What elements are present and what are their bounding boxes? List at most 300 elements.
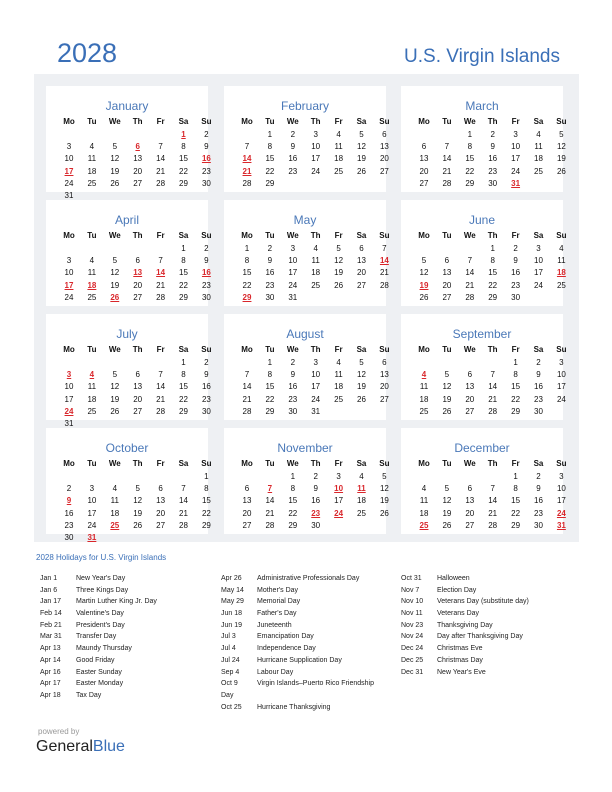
day-cell: 18 [334, 382, 344, 392]
day-cell: 24 [64, 292, 74, 302]
day-cell: 26 [110, 178, 120, 188]
holiday-date: Jan 1 [40, 575, 58, 582]
weekday-header: Fr [334, 345, 343, 354]
weekday-header: Su [201, 459, 212, 468]
day-cell: 4 [421, 484, 427, 494]
day-cell: 6 [135, 256, 140, 266]
day-cell: 23 [288, 166, 298, 176]
holiday-day-cell: 3 [66, 370, 72, 380]
month-may [224, 200, 390, 306]
day-cell: 3 [66, 256, 72, 266]
day-cell: 17 [64, 394, 74, 404]
day-cell: 27 [419, 178, 429, 188]
day-cell: 27 [133, 406, 143, 416]
day-cell: 21 [488, 394, 498, 404]
day-cell: 20 [156, 508, 166, 518]
day-cell: 8 [267, 370, 273, 380]
day-cell: 15 [201, 496, 211, 506]
day-cell: 30 [488, 178, 498, 188]
calendar-panel [34, 74, 579, 542]
day-cell: 9 [290, 370, 296, 380]
holiday-date: Nov 24 [401, 633, 424, 641]
day-cell: 16 [534, 382, 543, 392]
day-cell: 2 [204, 130, 209, 139]
day-cell: 19 [379, 496, 389, 506]
weekday-header: Fr [511, 459, 520, 468]
holiday-day-cell: 9 [66, 496, 72, 506]
weekday-header: Tu [265, 345, 275, 354]
day-cell: 22 [465, 166, 475, 176]
weekday-header: Tu [87, 117, 97, 126]
day-cell: 26 [442, 406, 452, 416]
day-cell: 28 [265, 520, 275, 530]
weekday-header: Fr [334, 231, 343, 240]
day-cell: 1 [181, 244, 186, 253]
day-cell: 23 [201, 280, 211, 290]
day-cell: 23 [201, 166, 211, 176]
day-cell: 26 [357, 166, 366, 176]
day-cell: 5 [359, 130, 364, 139]
holiday-day-cell: 23 [311, 508, 321, 518]
day-cell: 6 [444, 256, 450, 266]
day-cell: 16 [288, 154, 298, 164]
holiday-date: Feb 14 [40, 610, 62, 618]
day-cell: 2 [204, 358, 209, 367]
holiday-day-cell: 29 [242, 292, 252, 302]
day-cell: 29 [265, 406, 275, 416]
day-cell: 7 [181, 484, 186, 494]
day-cell: 20 [419, 166, 429, 176]
day-cell: 17 [288, 268, 298, 278]
day-cell: 22 [201, 508, 211, 518]
weekday-header: Th [310, 231, 321, 240]
holiday-date: May 14 [221, 586, 244, 594]
weekday-header: Fr [334, 459, 343, 468]
day-cell: 2 [313, 472, 318, 481]
day-cell: 8 [490, 256, 495, 266]
day-cell: 30 [511, 292, 521, 302]
weekday-header: Sa [356, 459, 367, 468]
holiday-name: Administrative Professionals Day [257, 575, 360, 582]
holiday-day-cell: 6 [135, 142, 140, 152]
weekday-header: Mo [241, 231, 253, 240]
day-cell: 29 [265, 178, 275, 188]
day-cell: 7 [490, 370, 495, 380]
day-cell: 12 [334, 256, 344, 266]
day-cell: 16 [201, 382, 211, 392]
day-cell: 13 [465, 496, 475, 506]
holiday-name: New Year's Eve [437, 668, 486, 676]
day-cell: 2 [490, 130, 495, 139]
day-cell: 20 [465, 508, 475, 518]
day-cell: 19 [442, 394, 452, 404]
day-cell: 25 [419, 406, 429, 416]
day-cell: 3 [89, 484, 95, 494]
day-cell: 29 [511, 406, 521, 416]
day-cell: 18 [419, 394, 429, 404]
weekday-header: Su [379, 345, 390, 354]
weekday-header: Mo [63, 345, 75, 354]
weekday-header: Su [379, 231, 390, 240]
day-cell: 17 [556, 496, 566, 506]
day-cell: 12 [379, 484, 389, 494]
day-cell: 10 [311, 142, 321, 152]
day-cell: 23 [64, 520, 74, 530]
day-cell: 31 [64, 419, 74, 428]
day-cell: 3 [66, 142, 72, 152]
day-cell: 28 [179, 520, 188, 530]
holiday-name: Memorial Day [257, 598, 301, 606]
holiday-name: Transfer Day [76, 633, 117, 641]
brand-logo[interactable] [36, 738, 125, 756]
weekday-header: Fr [156, 459, 165, 468]
day-cell: 6 [359, 244, 364, 253]
day-cell: 1 [290, 472, 296, 481]
day-cell: 5 [359, 358, 364, 367]
day-cell: 20 [242, 508, 252, 518]
holiday-date: Oct 31 [401, 575, 422, 582]
day-cell: 13 [156, 496, 166, 506]
weekday-header: We [463, 459, 476, 468]
day-cell: 13 [357, 256, 366, 266]
holiday-date: Jan 6 [40, 586, 58, 594]
day-cell: 14 [488, 382, 498, 392]
day-cell: 11 [311, 256, 320, 266]
weekday-header: We [463, 231, 476, 240]
day-cell: 20 [465, 394, 475, 404]
day-cell: 18 [334, 154, 344, 164]
day-cell: 9 [267, 256, 273, 266]
holiday-name: Virgin Islands–Puerto Rico Friendship [257, 680, 374, 688]
day-cell: 2 [204, 244, 209, 253]
weekday-header: Tu [87, 345, 97, 354]
day-cell: 22 [488, 280, 498, 290]
day-cell: 10 [556, 370, 566, 380]
day-cell: 6 [467, 370, 473, 380]
day-cell: 29 [511, 520, 521, 530]
weekday-header: We [286, 459, 299, 468]
holiday-name: Easter Sunday [76, 668, 122, 676]
day-cell: 29 [179, 178, 188, 188]
day-cell: 17 [311, 382, 321, 392]
holiday-date: Apr 16 [40, 668, 61, 676]
day-cell: 17 [334, 496, 344, 506]
month-name: December [454, 441, 510, 455]
day-cell: 25 [357, 508, 366, 518]
day-cell: 14 [156, 382, 166, 392]
holiday-date: Dec 25 [401, 656, 424, 664]
day-cell: 10 [511, 142, 521, 152]
day-cell: 22 [179, 394, 188, 404]
day-cell: 12 [442, 382, 452, 392]
holiday-date: Apr 18 [40, 691, 61, 699]
day-cell: 12 [442, 496, 452, 506]
day-cell: 29 [288, 520, 298, 530]
holiday-date: Jun 18 [221, 610, 243, 618]
day-cell: 9 [290, 142, 296, 152]
day-cell: 20 [379, 382, 389, 392]
weekday-header: Sa [178, 345, 189, 354]
day-cell: 29 [179, 406, 188, 416]
day-cell: 13 [419, 154, 429, 164]
weekday-header: Th [132, 345, 143, 354]
month-name: August [286, 327, 324, 341]
day-cell: 4 [313, 244, 318, 253]
day-cell: 22 [242, 280, 252, 290]
day-cell: 30 [64, 533, 74, 542]
day-cell: 10 [64, 268, 74, 278]
day-cell: 14 [265, 496, 275, 506]
day-cell: 26 [379, 508, 389, 518]
holiday-date: Mar 31 [40, 633, 62, 641]
day-cell: 18 [87, 166, 97, 176]
day-cell: 11 [110, 496, 119, 506]
day-cell: 28 [242, 178, 252, 188]
day-cell: 30 [265, 292, 275, 302]
weekday-header: Su [201, 345, 212, 354]
weekday-header: Tu [442, 231, 452, 240]
day-cell: 19 [357, 154, 366, 164]
holiday-day-cell: 25 [110, 520, 120, 530]
day-cell: 14 [488, 496, 498, 506]
weekday-header: Mo [418, 345, 430, 354]
weekday-header: Su [556, 231, 567, 240]
month-october [46, 428, 212, 542]
month-name: March [465, 99, 499, 113]
month-name: January [105, 99, 149, 113]
holiday-day-cell: 13 [133, 268, 143, 278]
month-name: October [105, 441, 149, 455]
day-cell: 12 [110, 154, 120, 164]
day-cell: 26 [419, 292, 429, 302]
holiday-name: Labour Day [257, 668, 294, 676]
day-cell: 6 [244, 484, 250, 494]
brand-word-blue: Blue [92, 738, 125, 755]
day-cell: 24 [511, 166, 521, 176]
day-cell: 15 [265, 154, 275, 164]
holiday-day-cell: 11 [357, 484, 366, 494]
holiday-date: Nov 10 [401, 598, 424, 606]
day-cell: 18 [534, 154, 543, 164]
day-cell: 18 [87, 394, 97, 404]
year-title: 2028 [57, 38, 118, 68]
holiday-name: Hurricane Supplication Day [257, 656, 342, 664]
day-cell: 15 [179, 382, 188, 392]
holiday-name: Easter Monday [76, 680, 124, 688]
day-cell: 14 [465, 268, 475, 278]
holiday-day-cell: 7 [267, 484, 273, 494]
weekday-header: Su [379, 459, 390, 468]
day-cell: 16 [511, 268, 521, 278]
day-cell: 19 [334, 268, 344, 278]
day-cell: 7 [490, 484, 495, 494]
day-cell: 8 [181, 256, 186, 266]
holiday-day-cell: 31 [511, 178, 521, 188]
weekday-header: Mo [241, 117, 253, 126]
day-cell: 15 [288, 496, 298, 506]
day-cell: 3 [336, 472, 341, 481]
weekday-header: Fr [156, 345, 165, 354]
day-cell: 14 [179, 496, 188, 506]
day-cell: 2 [536, 358, 541, 367]
day-cell: 26 [334, 280, 344, 290]
holiday-name: Martin Luther King Jr. Day [76, 598, 157, 606]
holiday-day-cell: 14 [156, 268, 166, 278]
holiday-date: Jul 4 [221, 645, 236, 653]
weekday-header: Fr [511, 231, 520, 240]
holiday-name: Christmas Day [437, 656, 483, 664]
holiday-day-cell: 14 [379, 256, 389, 266]
day-cell: 13 [133, 382, 143, 392]
day-cell: 8 [204, 484, 209, 494]
day-cell: 23 [488, 166, 498, 176]
day-cell: 4 [559, 244, 564, 253]
month-name: May [293, 213, 317, 227]
day-cell: 4 [359, 472, 364, 481]
holiday-day-cell: 24 [556, 508, 566, 518]
day-cell: 28 [488, 406, 498, 416]
day-cell: 13 [379, 142, 389, 152]
day-cell: 24 [311, 394, 321, 404]
day-cell: 10 [64, 382, 74, 392]
day-cell: 27 [465, 520, 475, 530]
day-cell: 1 [513, 472, 518, 481]
holiday-day-cell: 31 [556, 520, 566, 530]
day-cell: 2 [267, 244, 273, 253]
month-name: July [116, 327, 138, 341]
holiday-name: New Year's Day [76, 575, 126, 582]
month-name: April [114, 213, 139, 227]
holiday-name: Mother's Day [257, 586, 299, 594]
month-july [46, 314, 212, 428]
day-cell: 15 [488, 268, 498, 278]
day-cell: 25 [556, 280, 566, 290]
day-cell: 25 [87, 178, 97, 188]
day-cell: 20 [442, 280, 452, 290]
country-title: U.S. Virgin Islands [404, 46, 560, 67]
day-cell: 26 [133, 520, 143, 530]
holiday-date: Jul 3 [221, 633, 236, 641]
weekday-header: Sa [356, 345, 367, 354]
day-cell: 21 [465, 280, 475, 290]
day-cell: 28 [465, 292, 475, 302]
holiday-day-cell: 10 [334, 484, 344, 494]
day-cell: 18 [311, 268, 321, 278]
day-cell: 12 [419, 268, 429, 278]
day-cell: 5 [421, 256, 427, 266]
day-cell: 21 [156, 166, 166, 176]
day-cell: 5 [112, 142, 118, 152]
day-cell: 16 [534, 496, 543, 506]
weekday-header: Tu [442, 345, 452, 354]
day-cell: 27 [133, 292, 143, 302]
day-cell: 3 [513, 130, 518, 139]
weekday-header: We [108, 459, 121, 468]
day-cell: 19 [357, 382, 366, 392]
holiday-day-cell: 25 [419, 520, 429, 530]
day-cell: 5 [382, 472, 387, 481]
weekday-header: We [286, 345, 299, 354]
day-cell: 17 [87, 508, 97, 518]
weekday-header: Mo [418, 117, 430, 126]
holiday-date: Apr 26 [221, 575, 242, 582]
day-cell: 27 [379, 394, 389, 404]
holiday-date: Jul 24 [221, 656, 240, 664]
weekday-header: Sa [533, 459, 544, 468]
holiday-name: Tax Day [76, 691, 102, 699]
day-cell: 17 [311, 154, 321, 164]
day-cell: 10 [288, 256, 298, 266]
day-cell: 3 [313, 130, 318, 139]
day-cell: 25 [311, 280, 321, 290]
day-cell: 27 [156, 520, 166, 530]
day-cell: 1 [513, 358, 518, 367]
day-cell: 26 [442, 520, 452, 530]
day-cell: 11 [87, 154, 97, 164]
day-cell: 16 [64, 508, 74, 518]
day-cell: 4 [89, 256, 95, 266]
day-cell: 11 [534, 142, 543, 152]
day-cell: 9 [204, 370, 209, 380]
weekday-header: Th [310, 345, 321, 354]
day-cell: 3 [559, 472, 564, 481]
day-cell: 5 [135, 484, 140, 494]
weekday-header: Su [556, 345, 567, 354]
day-cell: 29 [465, 178, 475, 188]
day-cell: 9 [204, 256, 209, 266]
holiday-name: Three Kings Day [76, 586, 129, 594]
day-cell: 2 [66, 484, 72, 494]
day-cell: 5 [336, 244, 341, 253]
month-name: November [277, 441, 333, 455]
day-cell: 1 [244, 244, 250, 253]
weekday-header: Fr [511, 345, 520, 354]
holiday-day-cell: 17 [64, 280, 74, 290]
weekday-header: Th [487, 117, 498, 126]
weekday-header: Su [556, 117, 567, 126]
weekday-header: Mo [63, 231, 75, 240]
day-cell: 10 [87, 496, 97, 506]
powered-by-label: powered by [38, 727, 80, 736]
day-cell: 11 [334, 370, 343, 380]
day-cell: 21 [265, 508, 275, 518]
day-cell: 23 [534, 394, 543, 404]
day-cell: 4 [336, 130, 341, 139]
holiday-day-cell: 16 [201, 154, 211, 164]
day-cell: 9 [204, 142, 209, 152]
weekday-header: Fr [156, 231, 165, 240]
day-cell: 30 [201, 292, 211, 302]
day-cell: 22 [265, 394, 275, 404]
day-cell: 24 [64, 178, 74, 188]
day-cell: 4 [112, 484, 118, 494]
weekday-header: Tu [87, 231, 97, 240]
weekday-header: Su [379, 117, 390, 126]
holiday-date: Nov 11 [401, 610, 423, 618]
weekday-header: Th [487, 231, 498, 240]
day-cell: 31 [311, 406, 321, 416]
day-cell: 26 [357, 394, 366, 404]
weekday-header: Th [487, 345, 498, 354]
weekday-header: Su [201, 117, 212, 126]
day-cell: 15 [179, 154, 188, 164]
weekday-header: Fr [156, 117, 165, 126]
holiday-date: Dec 31 [401, 668, 424, 676]
weekday-header: Sa [356, 117, 367, 126]
holiday-date: Dec 24 [401, 645, 424, 653]
holiday-name: Juneteenth [257, 621, 292, 629]
day-cell: 11 [419, 496, 429, 506]
